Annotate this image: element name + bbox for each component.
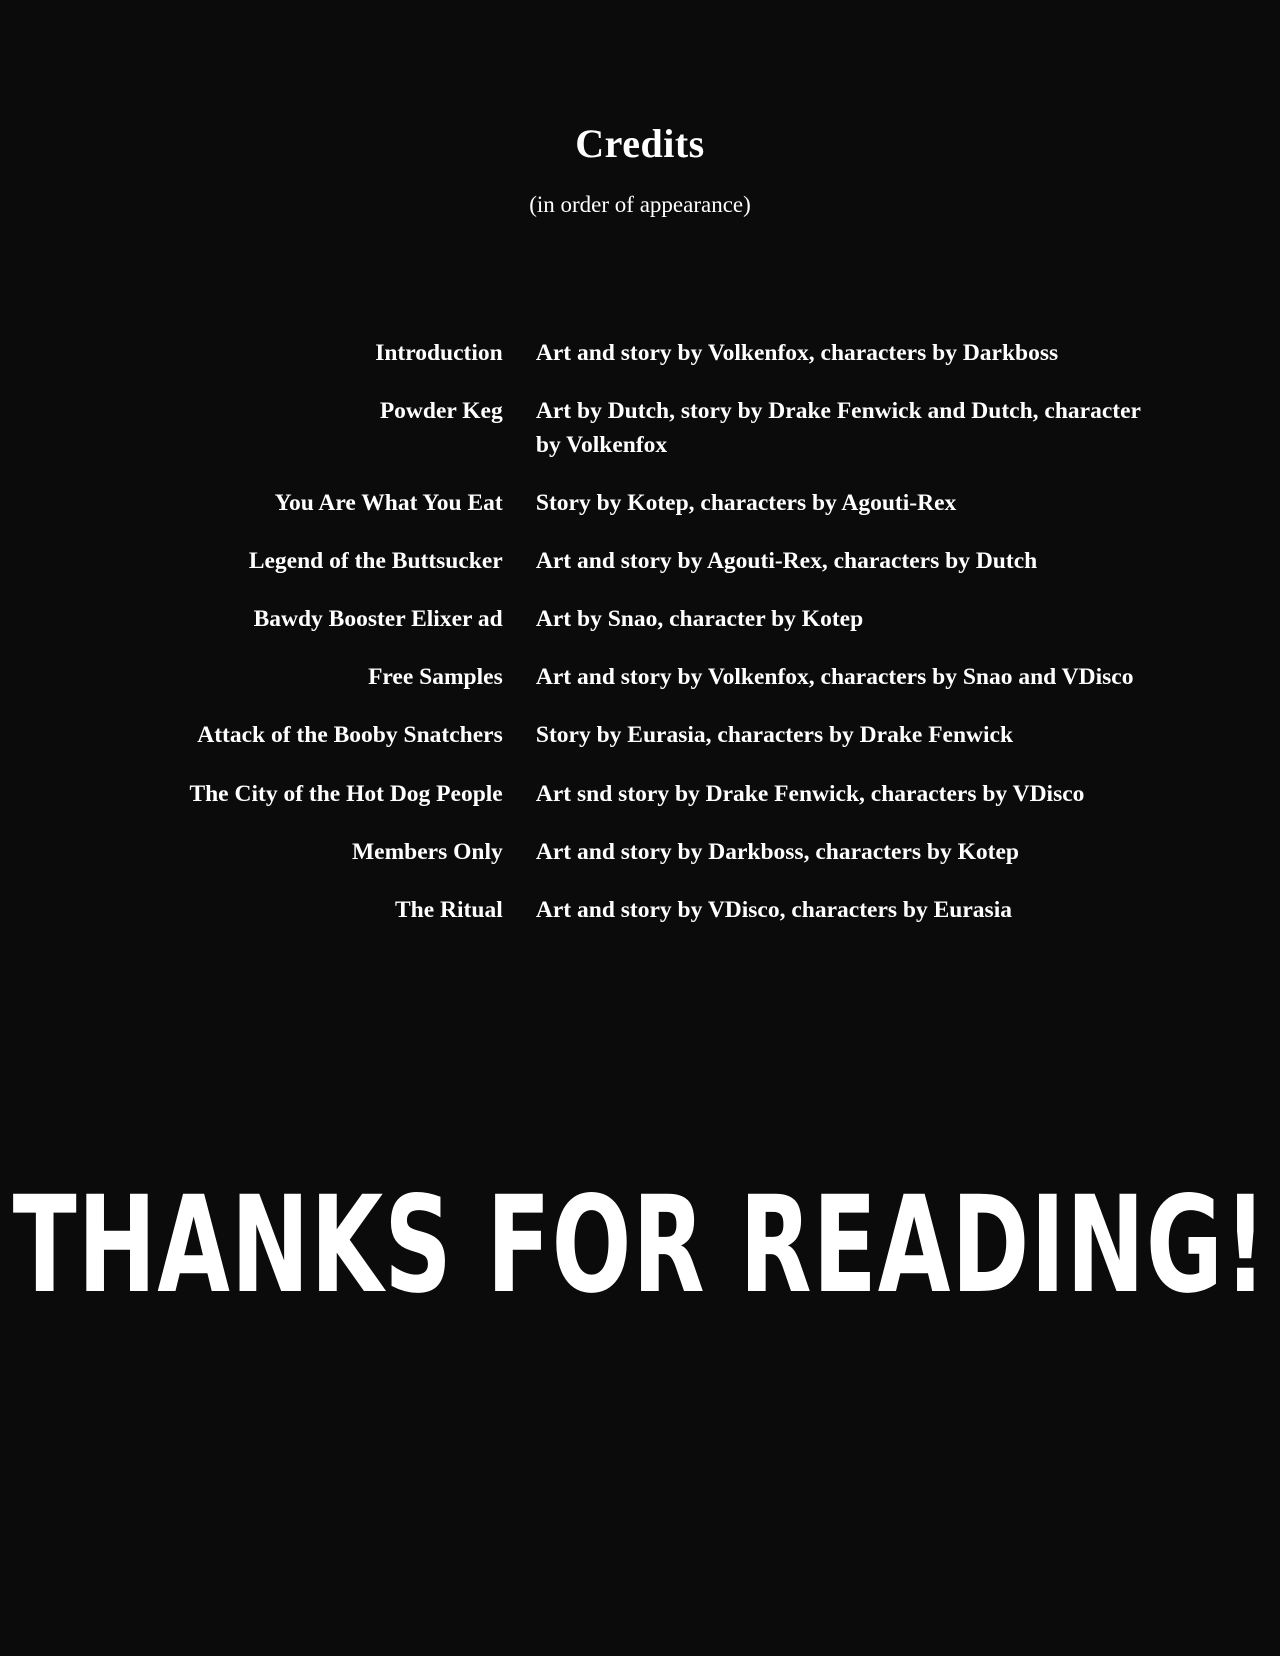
credit-title: Introduction [375, 340, 503, 366]
column-spacer [503, 486, 536, 544]
credit-attribution: Art by Dutch, story by Drake Fenwick and Dutch, character by Volkenfox [535, 398, 1141, 459]
credit-attribution: Story by Kotep, characters by Agouti-Rex [535, 490, 957, 517]
credit-title: Free Samples [368, 664, 503, 691]
table-row [0, 544, 1280, 602]
credit-title: Attack of the Booby Snatchers [197, 722, 503, 749]
credit-attribution: Art by Snao, character by Kotep [535, 606, 864, 633]
table-row [0, 394, 1280, 486]
credits-list-body [0, 336, 1280, 951]
column-spacer [503, 544, 536, 602]
credit-title: You Are What You Eat [274, 490, 503, 517]
credit-title: The Ritual [395, 896, 503, 923]
credit-attribution: Art and story by Volkenfox, characters by Darkboss [535, 340, 1059, 366]
table-row [0, 835, 1280, 893]
credit-attribution: Art and story by Darkboss, characters by Kotep [535, 838, 1019, 865]
credit-title: Members Only [351, 838, 503, 865]
table-row [0, 777, 1280, 835]
credit-attribution: Art and story by VDisco, characters by Eurasia [535, 896, 1012, 923]
credit-title: Powder Keg [379, 398, 503, 425]
credit-attribution: Art snd story by Drake Fenwick, characters by VDisco [535, 780, 1085, 807]
credits-list [0, 336, 1280, 951]
column-spacer [503, 835, 536, 893]
table-row [0, 718, 1280, 776]
table-row [0, 486, 1280, 544]
credit-attribution: Art and story by Volkenfox, characters by Snao and VDisco [535, 664, 1134, 691]
column-spacer [503, 777, 536, 835]
column-spacer [503, 718, 536, 776]
page-title: Credits [575, 121, 705, 166]
column-spacer [503, 660, 536, 718]
column-spacer [503, 893, 536, 951]
credit-title: The City of the Hot Dog People [189, 780, 503, 807]
page-subtitle: (in order of appearance) [529, 192, 751, 217]
thanks-banner [0, 1167, 1280, 1323]
thanks-for-reading-text: THANKS FOR READING! [12, 1167, 1268, 1323]
column-spacer [503, 602, 536, 660]
table-row [0, 660, 1280, 718]
credit-title: Legend of the Buttsucker [248, 548, 503, 575]
table-row [0, 336, 1280, 394]
table-row [0, 602, 1280, 660]
credit-attribution: Art and story by Agouti-Rex, characters by Dutch [535, 548, 1038, 575]
credit-title: Bawdy Booster Elixer ad [253, 606, 503, 633]
page-header [0, 0, 1280, 218]
credit-attribution: Story by Eurasia, characters by Drake Fenwick [535, 722, 1014, 749]
table-row [0, 893, 1280, 951]
column-spacer [503, 394, 536, 486]
column-spacer [503, 336, 536, 394]
